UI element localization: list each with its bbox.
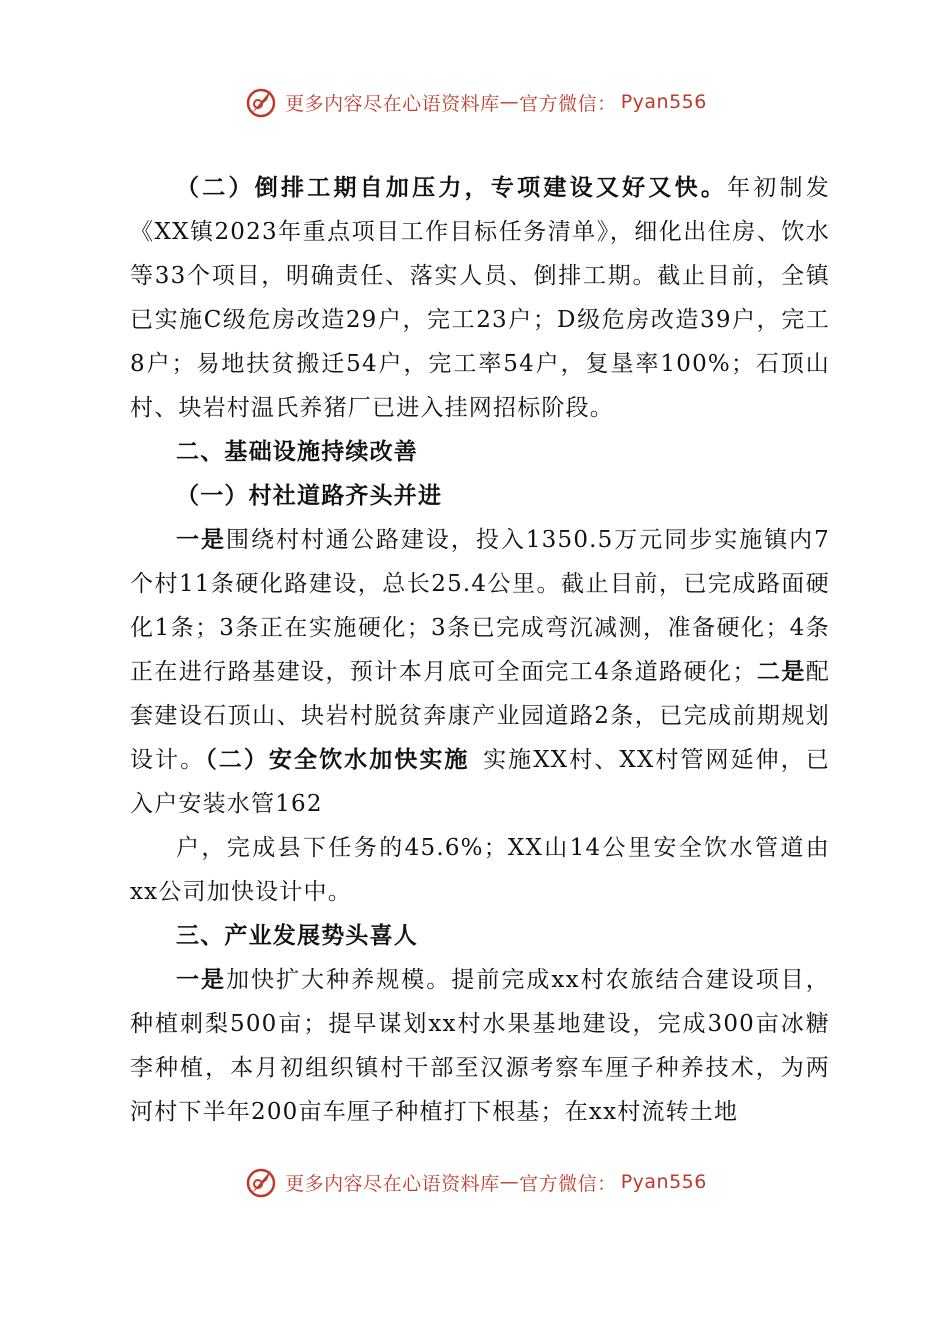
industry-text: 加快扩大种养规模。提前完成xx村农旅结合建设项目，种植刺梨500亩；提早谋划xx村水果基地建设，完成300亩冰糖李种植，本月初组织镇村干部至汉源考察车厘子种养技术，为两河村下半年200亩车厘子种植打下根基；在xx村流转土地 <box>130 967 830 1125</box>
banner-dash: — <box>499 91 520 113</box>
lead-first: 一是 <box>176 526 226 553</box>
roads-text-1: 围绕村村通公路建设，投入1350.5万元同步实施镇内7个村11条硬化路建设，总长25.4公里。截止目前，已完成路面硬化1条；3条正在实施硬化；3条已完成弯沉减测，准备硬化；4条正在进行路基建设，预计本月底可全面完工4条道路硬化； <box>130 527 831 685</box>
paragraph-text: 年初制发《XX镇2023年重点项目工作目标任务清单》，细化出住房、饮水等33个项目，明确责任、落实人员、倒排工期。截止目前，全镇已实施C级危房改造29户，完工23户；D级危房改造39户，完工8户；易地扶贫搬迁54户，完工率54户，复垦率100%；石顶山村、块岩村温氏养猪厂已进入挂网招标阶段。 <box>130 175 830 421</box>
paragraph-water-continued: 户，完成县下任务的45.6%；XX山14公里安全饮水管道由xx公司加快设计中。 <box>130 835 830 905</box>
wechat-id: Pyan556 <box>620 1171 707 1193</box>
lead-second: 二是 <box>756 658 806 685</box>
paragraph-industry <box>130 958 830 1134</box>
paragraph-lead-heading: （二）倒排工期自加压力，专项建设又好又快。 <box>176 174 728 201</box>
roads-text-2: 配套建设石顶山、块岩村脱贫奔康产业园道路2条，已完成前期规划设计。 <box>130 659 830 773</box>
quill-logo-icon <box>243 84 279 120</box>
paragraph-special-construction <box>130 166 830 430</box>
subheading-village-roads: （一）村社道路齐头并进 <box>176 482 443 509</box>
header-watermark <box>0 80 950 124</box>
subheading-safe-water: （二）安全饮水加快实施 <box>205 746 470 773</box>
banner-dash: — <box>499 1171 520 1193</box>
wechat-id: Pyan556 <box>620 91 707 113</box>
wechat-label: 官方微信： <box>519 92 617 115</box>
brand-text: 更多内容尽在心语资料库 <box>285 92 500 115</box>
document-body <box>130 166 830 1134</box>
wechat-label: 官方微信： <box>519 1172 617 1195</box>
quill-logo-icon <box>243 1164 279 1200</box>
water-text-1: 实施XX村、XX村管网延伸，已入户安装水管162 <box>130 747 831 817</box>
lead-first-industry: 一是 <box>176 966 227 993</box>
section-heading-industry: 三、产业发展势头喜人 <box>176 922 418 949</box>
section-heading-infrastructure: 二、基础设施持续改善 <box>176 438 418 465</box>
paragraph-roads <box>130 518 830 826</box>
footer-watermark <box>0 1160 950 1204</box>
brand-text: 更多内容尽在心语资料库 <box>285 1172 500 1195</box>
